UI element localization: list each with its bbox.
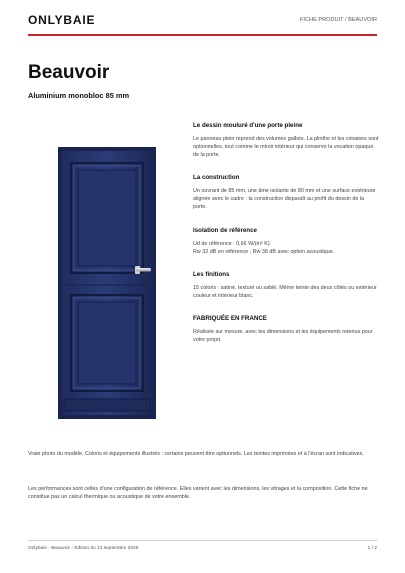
section-finishes — [193, 271, 379, 300]
kick-plate — [64, 399, 150, 411]
brand-logo: ONLYBAIE — [28, 13, 96, 27]
page-subtitle: Aluminium monobloc 85 mm — [28, 91, 130, 100]
section-design — [193, 122, 379, 160]
section-construction-title: La construction — [193, 174, 240, 181]
door-handle — [136, 268, 151, 272]
section-insulation-title: Isolation de référence — [193, 227, 257, 234]
section-insulation-rw: Rw 32 dB en référence ; Rw 38 dB avec option acoustique. — [193, 249, 335, 256]
footer-edition: Onlybaie - Beauvoir - Édition du 13 septembre 2026 — [28, 546, 139, 551]
section-design-title: Le dessin mouluré d'une porte pleine — [193, 122, 303, 129]
section-finishes-title: Les finitions — [193, 271, 230, 278]
header-document-label: FICHE PRODUIT / BEAUVOIR — [300, 17, 377, 23]
door-photo — [58, 147, 156, 419]
upper-panel-inner — [78, 170, 136, 266]
section-made-in-france-text: Réalisée sur mesure, avec les dimensions et les équipements retenus pour votre projet. — [193, 329, 373, 344]
footer-divider — [28, 540, 377, 541]
photo-disclaimer: Vraie photo du modèle. Coloris et équipements illustrés : certains peuvent être optionnels. Les teintes imprimées et à l'écran sont indicatives. — [28, 451, 364, 457]
section-construction-text: Un ouvrant de 85 mm, une âme isolante de 80 mm et une surface extérieure alignée avec le cadre : la construction disparaît au profit du dessin de la porte. — [193, 188, 376, 211]
page-number: 1 / 2 — [367, 546, 377, 551]
section-made-in-france-title: FABRIQUÉE EN FRANCE — [193, 315, 267, 322]
section-design-text: Le panneau plein reprend des volumes galbés. La plinthe et les cimaises sont optionnelles, tout comme le miroir intérieur qui conserve la vocation opaque de la porte. — [193, 136, 379, 159]
section-construction — [193, 174, 379, 212]
section-made-in-france — [193, 315, 379, 344]
section-insulation — [193, 227, 379, 256]
section-finishes-text: 15 coloris : satiné, texturé ou sablé. Même teinte des deux côtés ou extérieur couleur et intérieur blanc. — [193, 285, 377, 300]
lower-panel-inner — [78, 302, 136, 384]
performance-disclaimer: Les performances sont celles d'une configuration de référence. Elles varient avec les dimensions, les vitrages et la composition. Cette fiche ne constitue pas un calcul thermique ou acoustique de votre ensemble. — [28, 486, 368, 501]
header-divider — [28, 34, 377, 36]
section-insulation-ud: Ud de référence : 0,66 W/(m² K). — [193, 241, 272, 247]
page-title: Beauvoir — [28, 62, 110, 83]
